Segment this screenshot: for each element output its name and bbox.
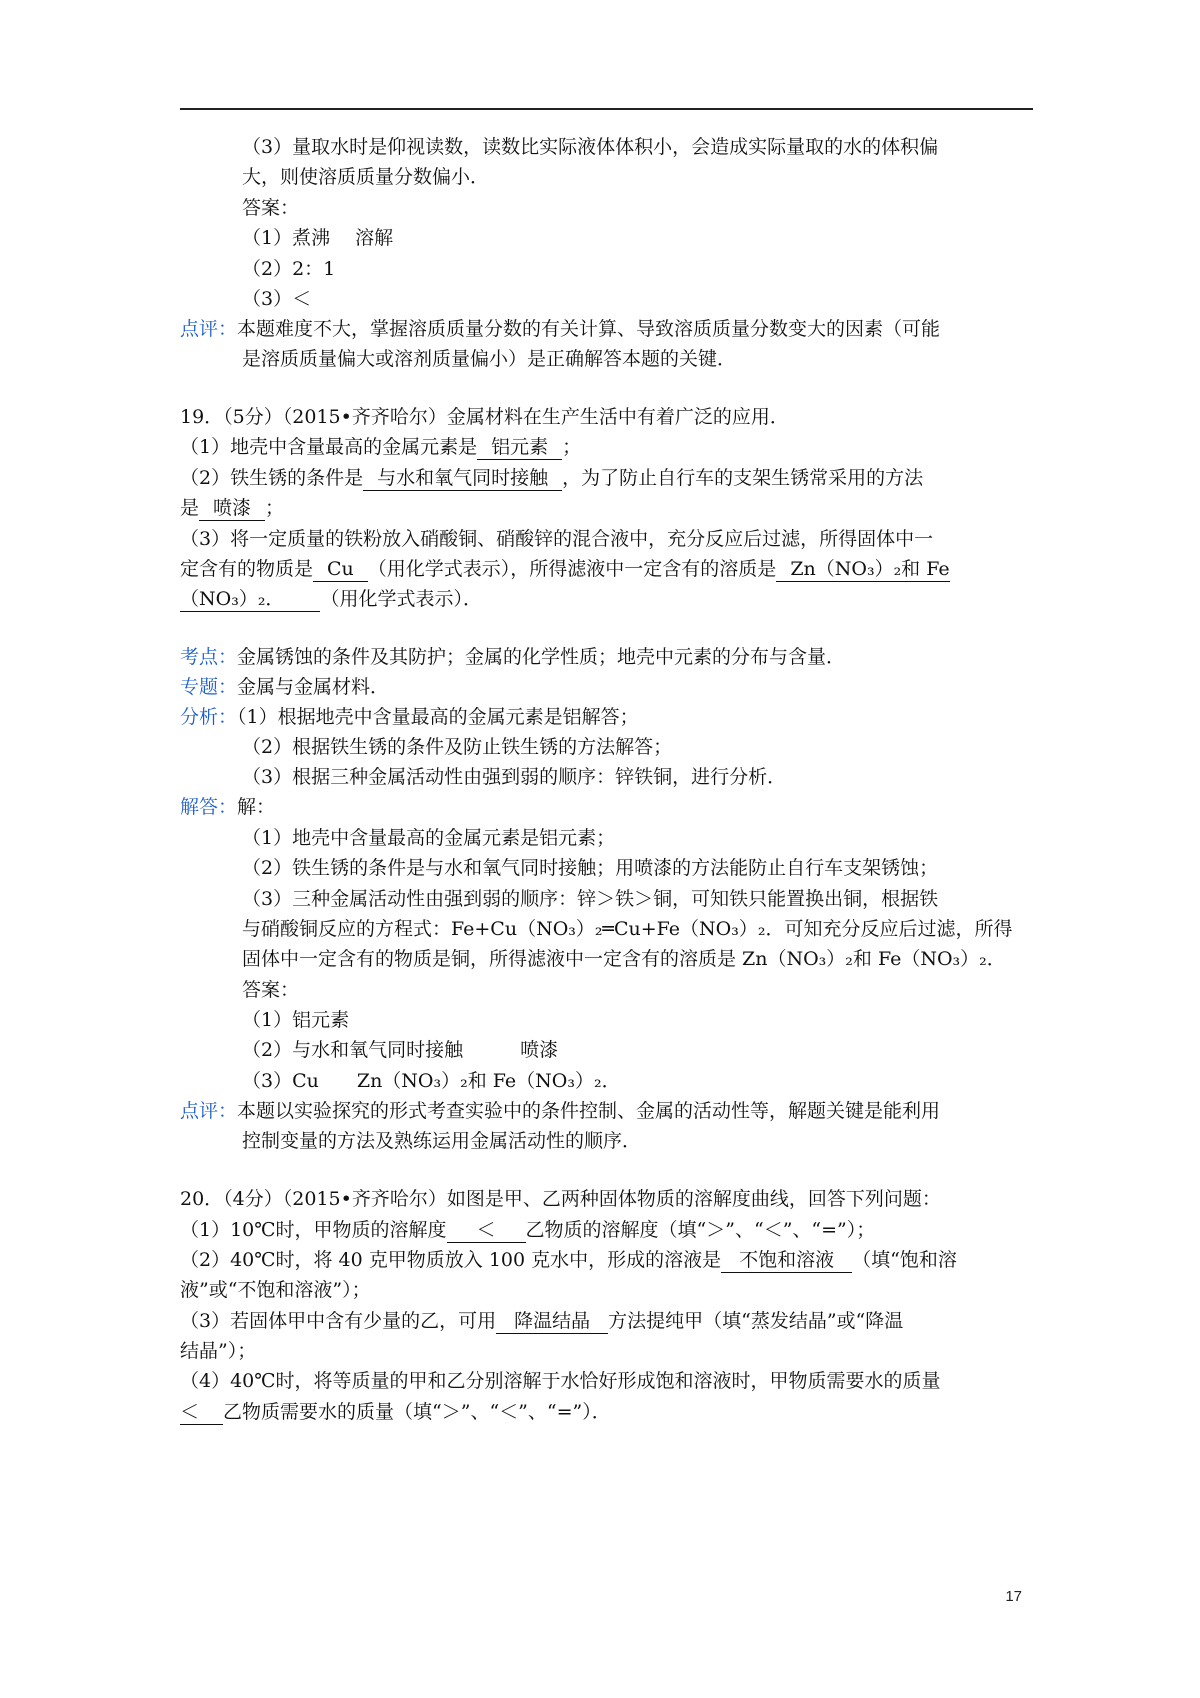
fill-answer: Zn（NO₃）₂和 Fe [776, 557, 949, 582]
zhuanti-text: 金属与金属材料． [237, 676, 390, 698]
part-text: 乙物质的溶解度（填“＞”、“＜”、“=”）； [525, 1219, 876, 1241]
fill-answer: 与水和氧气同时接触 [363, 466, 562, 491]
kaodian-block [180, 644, 845, 670]
jieda-text: （3）三种金属活动性由强到弱的顺序：锌＞铁＞铜，可知铁只能置换出铜，根据铁 [242, 888, 939, 910]
question-part [180, 465, 923, 491]
part-text: ； [265, 497, 285, 519]
review-text: 是溶质质量偏大或溶剂质量偏小）是正确解答本题的关键． [242, 348, 737, 370]
part-text: 定含有的物质是 [180, 558, 314, 580]
review-text: 控制变量的方法及熟练运用金属活动性的顺序． [242, 1130, 642, 1152]
header-rule [180, 108, 1033, 110]
fill-answer: 降温结晶 [496, 1309, 608, 1334]
zhuanti-block [180, 674, 389, 700]
fill-answer: Cu [313, 557, 368, 582]
question-part: （3）将一定质量的铁粉放入硝酸铜、硝酸锌的混合液中，充分反应后过滤，所得固体中一 [180, 528, 934, 550]
part-text: ，为了防止自行车的支架生锈常采用的方法 [562, 467, 924, 489]
answer-heading: 答案： [242, 979, 300, 1001]
answer-line: （3）Cu Zn（NO₃）₂和 Fe（NO₃）₂． [242, 1070, 621, 1092]
jieda-text: 与硝酸铜反应的方程式：Fe+Cu（NO₃）₂═Cu+Fe（NO₃）₂．可知充分反应后过滤，所得 [242, 918, 1013, 940]
fenxi-label: 分析： [180, 706, 238, 728]
fenxi-block [180, 704, 639, 730]
question-part [180, 1247, 957, 1273]
question-part [180, 556, 950, 582]
review-block [180, 1098, 940, 1124]
question-part: （4）40℃时，将等质量的甲和乙分别溶解于水恰好形成饱和溶液时，甲物质需要水的质量 [180, 1370, 941, 1392]
question-part: 液”或“不饱和溶液”）； [180, 1279, 371, 1301]
review-text: 本题以实验探究的形式考查实验中的条件控制、金属的活动性等，解题关键是能利用 [237, 1100, 941, 1122]
answer-heading: 答案： [242, 197, 300, 219]
fill-answer: 铝元素 [477, 435, 562, 460]
part-text: （填“饱和溶 [852, 1249, 957, 1271]
part-text: （3）若固体甲中含有少量的乙，可用 [180, 1310, 497, 1332]
question-part [180, 1308, 903, 1334]
part-text: （1）地壳中含量最高的金属元素是 [180, 436, 478, 458]
question-part: 结晶”）； [180, 1340, 257, 1362]
jieda-block [180, 794, 275, 820]
kaodian-text: 金属锈蚀的条件及其防护；金属的化学性质；地壳中元素的分布与含量． [237, 646, 846, 668]
part-text: ； [562, 436, 582, 458]
fill-answer: （NO₃）₂． [180, 587, 320, 612]
jieda-text: （2）铁生锈的条件是与水和氧气同时接触；用喷漆的方法能防止自行车支架锈蚀； [242, 857, 939, 879]
part-text: 方法提纯甲（填“蒸发结晶”或“降温 [608, 1310, 904, 1332]
fenxi-text: （3）根据三种金属活动性由强到弱的顺序：锌铁铜，进行分析． [242, 766, 787, 788]
answer-line: （3）＜ [242, 288, 312, 310]
fenxi-text: （2）根据铁生锈的条件及防止铁生锈的方法解答； [242, 736, 673, 758]
fill-answer: 喷漆 [199, 496, 265, 521]
question-stem: 20．（4分）（2015•齐齐哈尔）如图是甲、乙两种固体物质的溶解度曲线，回答下列问题： [180, 1188, 941, 1210]
zhuanti-label: 专题： [180, 676, 238, 698]
review-text: 本题难度不大，掌握溶质质量分数的有关计算、导致溶质质量分数变大的因素（可能 [237, 318, 941, 340]
kaodian-label: 考点： [180, 646, 238, 668]
review-block [180, 316, 940, 342]
question-part [180, 1217, 875, 1243]
question-part [180, 434, 581, 460]
jieda-text: （1）地壳中含量最高的金属元素是铝元素； [242, 827, 616, 849]
answer-line: （1）铝元素 [242, 1009, 350, 1031]
jieda-text: 固体中一定含有的物质是铜，所得滤液中一定含有的溶质是 Zn（NO₃）₂和 Fe（NO₃）₂． [242, 948, 1006, 970]
fill-answer: ＜ [447, 1218, 526, 1243]
part-text: 是 [180, 497, 200, 519]
fill-answer: ＜ [180, 1400, 223, 1425]
question-part [180, 586, 482, 612]
part-text: （用化学式表示），所得滤液中一定含有的溶质是 [367, 558, 777, 580]
answer-line: （2）与水和氧气同时接触 喷漆 [242, 1039, 559, 1061]
text-line: 大，则使溶质质量分数偏小． [242, 166, 490, 188]
fill-answer: 不饱和溶液 [721, 1248, 852, 1273]
question-part [180, 1399, 611, 1425]
part-text: （2）40℃时，将 40 克甲物质放入 100 克水中，形成的溶液是 [180, 1249, 722, 1271]
part-text: （1）10℃时，甲物质的溶解度 [180, 1219, 447, 1241]
jieda-label: 解答： [180, 796, 238, 818]
page-number: 17 [1005, 1588, 1022, 1605]
fenxi-text: （1）根据地壳中含量最高的金属元素是铝解答； [237, 706, 639, 728]
question-part [180, 495, 284, 521]
review-label: 点评： [180, 318, 238, 340]
question-stem: 19．（5分）（2015•齐齐哈尔）金属材料在生产生活中有着广泛的应用． [180, 406, 789, 428]
answer-line: （1）煮沸 溶解 [242, 227, 394, 249]
part-text: （用化学式表示）． [320, 588, 482, 610]
review-label: 点评： [180, 1100, 238, 1122]
answer-line: （2）2：1 [242, 258, 336, 280]
part-text: 乙物质需要水的质量（填“＞”、“＜”、“=”）． [223, 1401, 611, 1423]
jieda-text: 解： [237, 796, 276, 818]
part-text: （2）铁生锈的条件是 [180, 467, 364, 489]
text-line: （3）量取水时是仰视读数，读数比实际液体体积小，会造成实际量取的水的体积偏 [242, 136, 939, 158]
